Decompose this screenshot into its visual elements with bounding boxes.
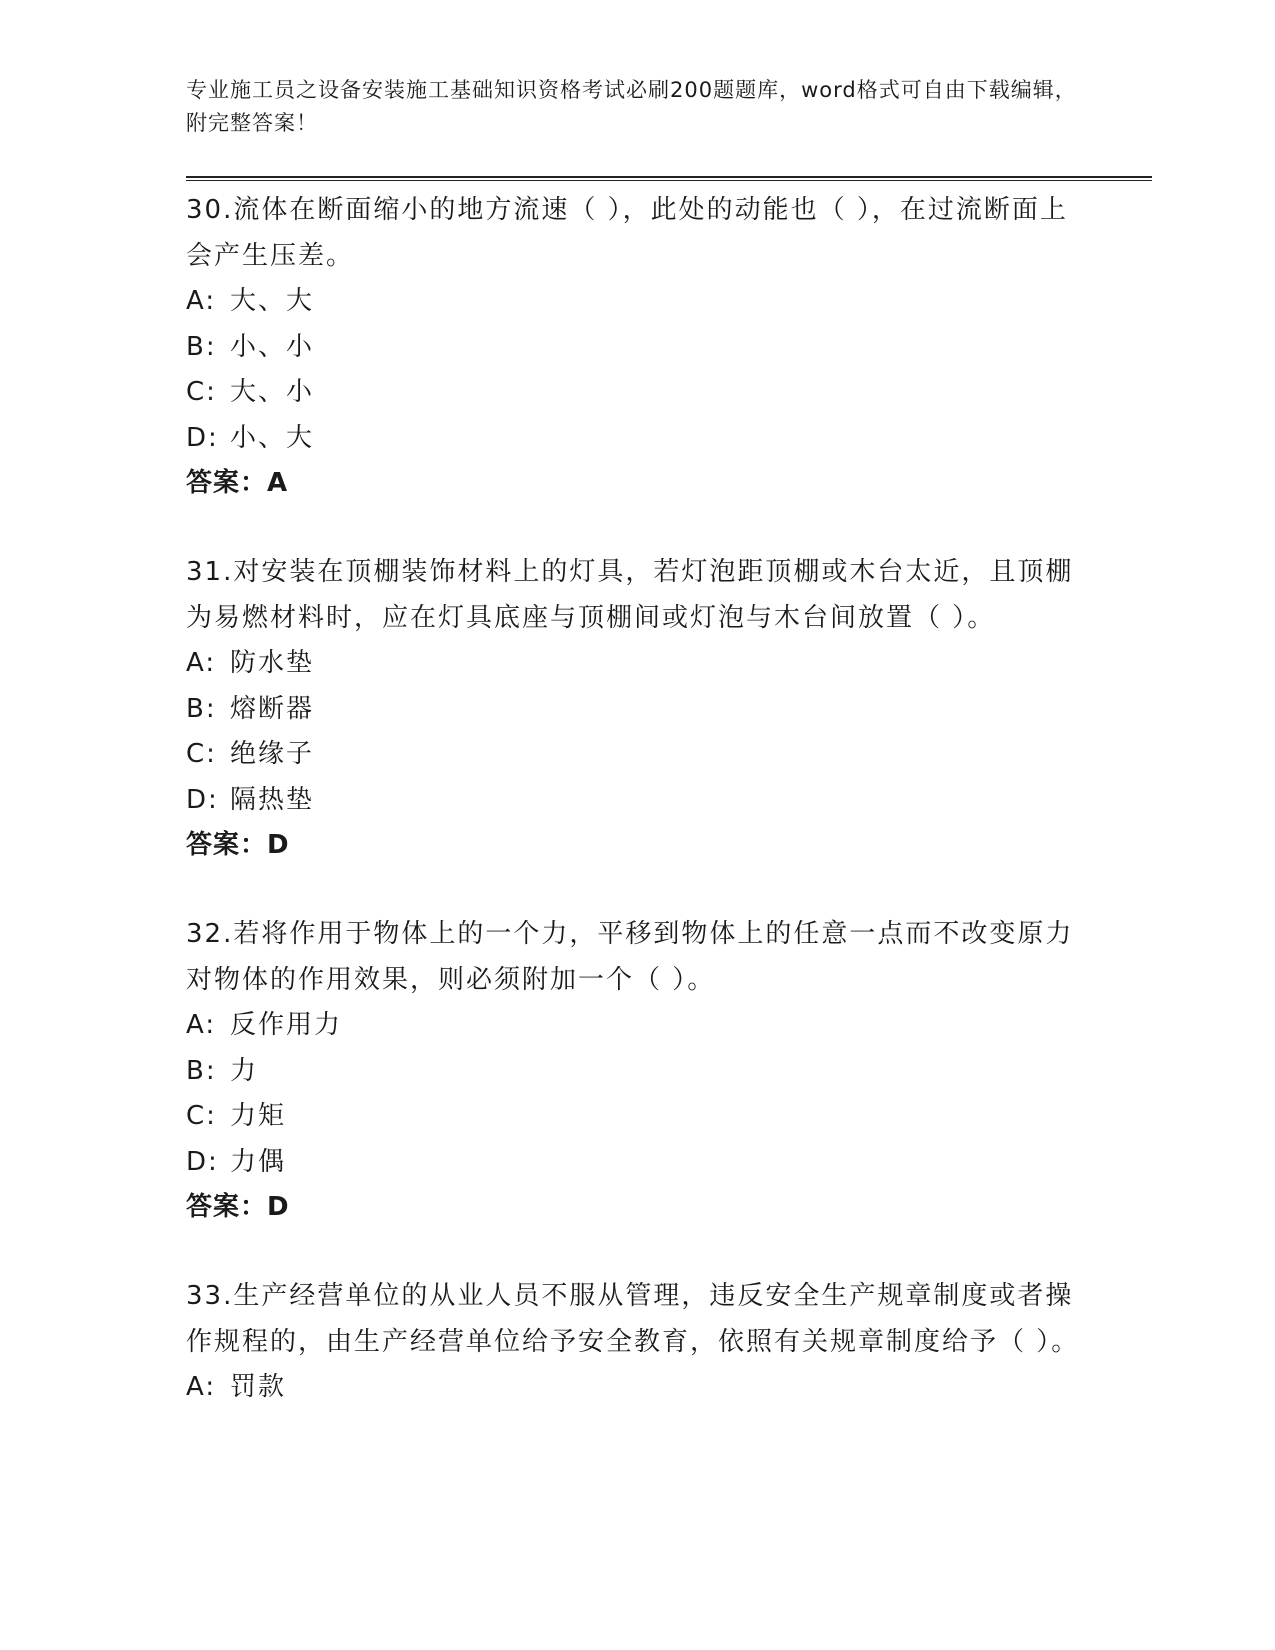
option-d <box>186 1140 1086 1186</box>
header-divider <box>186 176 1152 181</box>
option-letter: B: <box>186 331 217 362</box>
question-stem: 33.生产经营单位的从业人员不服从管理，违反安全生产规章制度或者操作规程的，由生产经营单位给予安全教育，依照有关规章制度给予（ ）。 <box>186 1281 1080 1357</box>
option-c <box>186 370 1086 416</box>
option-c <box>186 732 1086 778</box>
option-letter: D: <box>186 1146 219 1177</box>
option-text: 熔断器 <box>230 693 315 724</box>
option-a <box>186 1365 1086 1411</box>
document-page <box>186 0 1152 1650</box>
option-a <box>186 279 1086 325</box>
option-letter: C: <box>186 377 217 407</box>
option-letter: B: <box>186 1055 217 1086</box>
question-stem: 30.流体在断面缩小的地方流速（ ），此处的动能也（ ），在过流断面上会产生压差。 <box>186 195 1068 271</box>
option-text: 大、小 <box>230 377 315 407</box>
question-stem: 31.对安装在顶棚装饰材料上的灯具，若灯泡距顶棚或木台太近，且顶棚为易燃材料时，应在灯具底座与顶棚间或灯泡与木台间放置（ ）。 <box>186 557 1074 633</box>
option-text: 力偶 <box>230 1146 287 1177</box>
option-letter: A: <box>186 648 217 678</box>
question-32 <box>186 912 1086 1230</box>
question-30 <box>186 188 1086 506</box>
option-letter: A: <box>186 286 217 316</box>
option-text: 大、大 <box>230 286 315 316</box>
option-letter: C: <box>186 739 217 769</box>
option-letter: D: <box>186 422 219 453</box>
question-31 <box>186 550 1086 868</box>
option-text: 隔热垫 <box>230 784 315 815</box>
option-text: 力矩 <box>230 1101 287 1131</box>
option-d <box>186 416 1086 462</box>
option-text: 绝缘子 <box>230 739 315 769</box>
option-letter: D: <box>186 784 219 815</box>
answer-line: 答案：A <box>186 468 289 498</box>
question-list <box>186 188 1086 1455</box>
option-b <box>186 687 1086 733</box>
option-letter: B: <box>186 693 217 724</box>
option-text: 小、小 <box>230 331 315 362</box>
option-a <box>186 641 1086 687</box>
document-header: 专业施工员之设备安装施工基础知识资格考试必刷200题题库，word格式可自由下载编辑，附完整答案！ <box>186 78 1077 135</box>
option-letter: C: <box>186 1101 217 1131</box>
option-b <box>186 1049 1086 1095</box>
option-text: 反作用力 <box>230 1010 343 1040</box>
option-c <box>186 1094 1086 1140</box>
question-stem: 32.若将作用于物体上的一个力，平移到物体上的任意一点而不改变原力对物体的作用效果，则必须附加一个（ ）。 <box>186 919 1074 995</box>
option-d <box>186 778 1086 824</box>
option-text: 力 <box>230 1055 259 1086</box>
option-text: 防水垫 <box>230 648 315 678</box>
option-letter: A: <box>186 1372 217 1402</box>
option-b <box>186 325 1086 371</box>
answer-line: 答案：D <box>186 830 290 860</box>
option-text: 小、大 <box>230 422 315 453</box>
option-a <box>186 1003 1086 1049</box>
option-text: 罚款 <box>230 1372 287 1402</box>
option-letter: A: <box>186 1010 217 1040</box>
question-33 <box>186 1274 1086 1411</box>
answer-line: 答案：D <box>186 1192 290 1222</box>
